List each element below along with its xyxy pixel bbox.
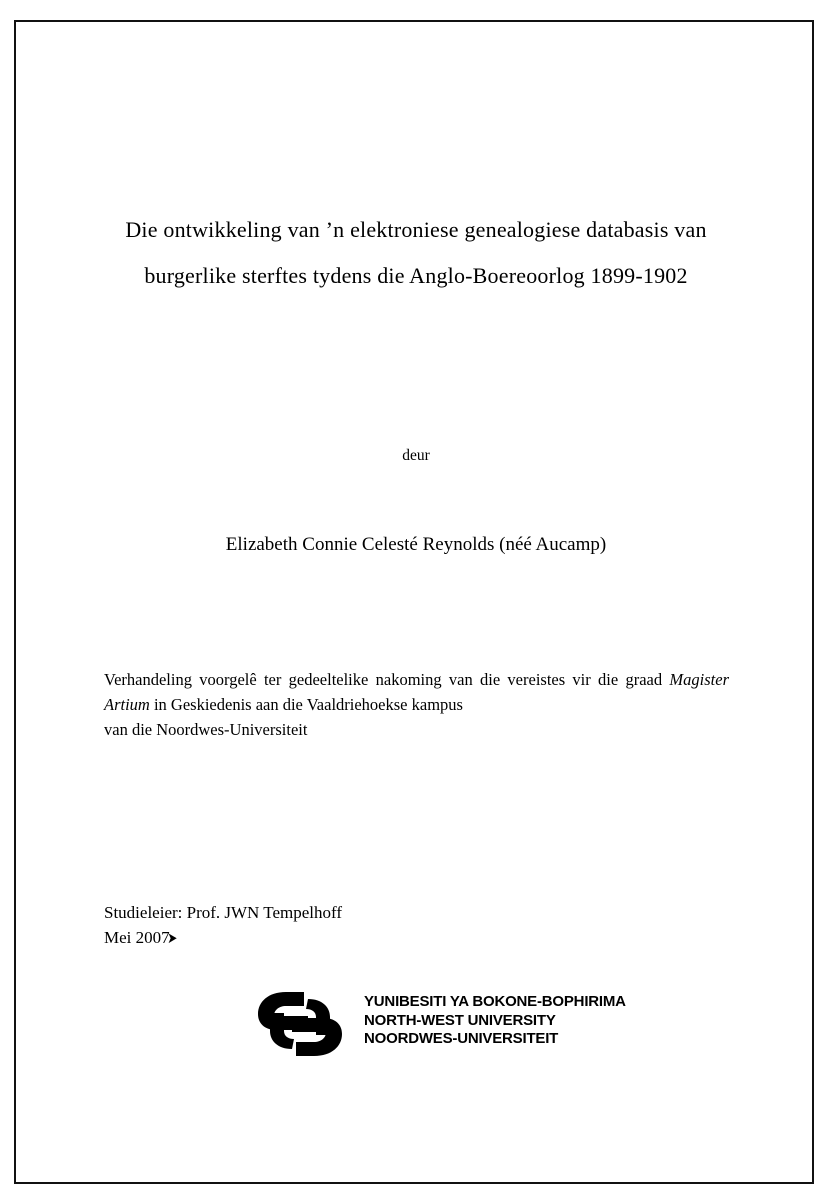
author-name: Elizabeth Connie Celesté Reynolds (néé Aucamp) [225, 534, 607, 555]
title-line-1: Die ontwikkeling van ’n elektroniese genealogiese databasis van [125, 217, 707, 242]
logo-text-line-2: NORTH-WEST UNIVERSITY [364, 1011, 556, 1029]
north-west-university-logo-mark [256, 989, 366, 1059]
submission-statement-paragraph [104, 667, 729, 717]
supervisor-line: Studieleier: Prof. JWN Tempelhoff [104, 903, 343, 922]
degree-name: Magister Artium [104, 670, 729, 714]
university-logo-text [364, 993, 626, 1049]
supervisor-block [104, 900, 724, 950]
title-line-2: burgerlike sterftes tydens die Anglo-Boereoorlog 1899-1902 [144, 263, 688, 288]
page-border [14, 20, 814, 1184]
date-text: Mei 2007 [104, 928, 170, 947]
university-logo [256, 987, 626, 1065]
logo-text-line-1: YUNIBESITI YA BOKONE-BOPHIRIMA [364, 993, 626, 1010]
submission-part-2: in Geskiedenis aan die Vaaldriehoekse kampus [149, 695, 463, 714]
logo-text-line-3: NOORDWES-UNIVERSITEIT [364, 1030, 559, 1047]
submission-part-3: van die Noordwes-Universiteit [104, 720, 308, 739]
page-content [16, 22, 812, 1182]
by-label: deur [402, 447, 430, 464]
handwritten-mark-icon: ➤ [167, 931, 178, 947]
submission-part-1: Verhandeling voorgelê ter gedeeltelike nakoming van die vereistes vir die graad [104, 670, 670, 689]
thesis-title [96, 207, 736, 299]
date-line [104, 925, 178, 950]
submission-statement [104, 667, 729, 742]
